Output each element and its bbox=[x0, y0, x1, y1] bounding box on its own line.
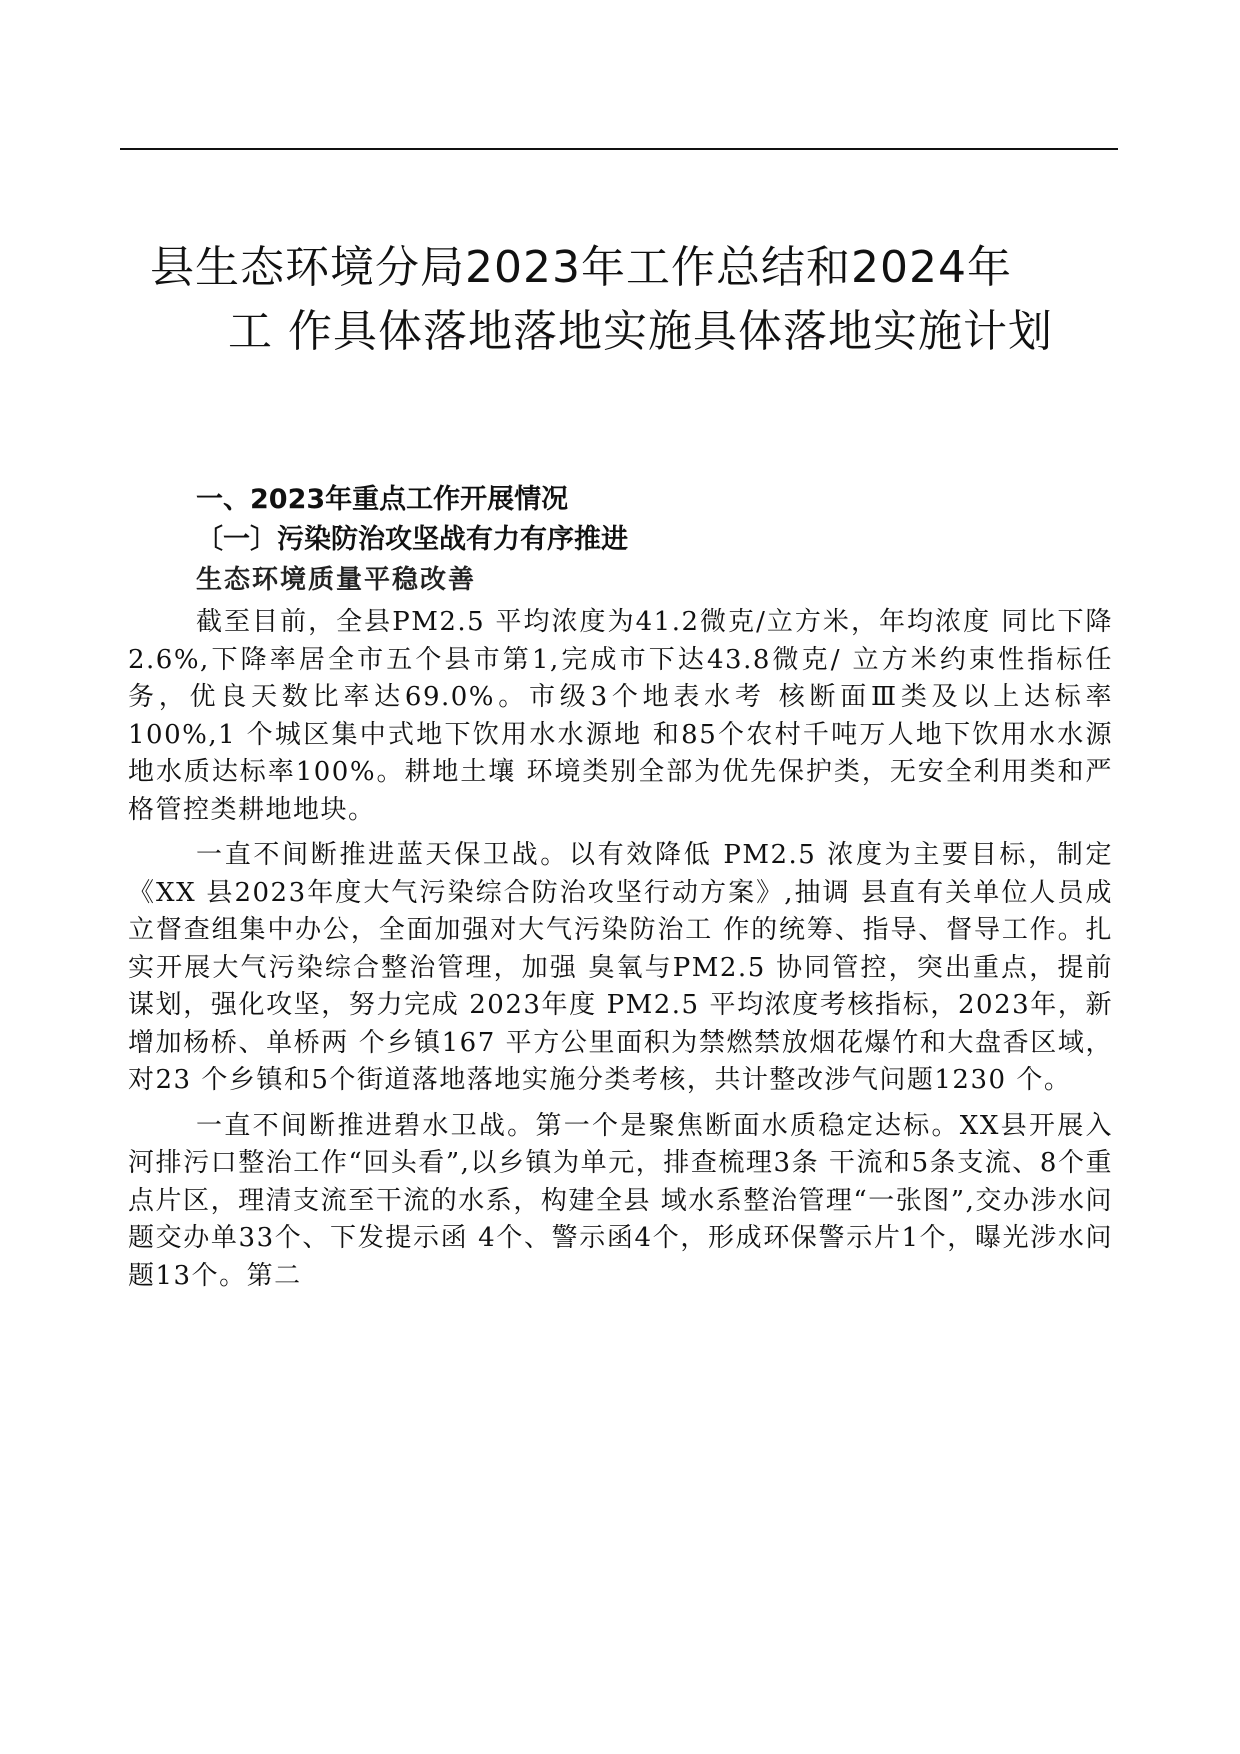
paragraph-clear-water: 一直不间断推进碧水卫战。第一个是聚焦断面水质稳定达标。XX县开展入河排污口整治工作“回头看”,以乡镇为单元，排查梳理3条 干流和5条支流、8个重点片区，理清支流至干流的水系，构建全县 域水系整治管理“一张图”,交办涉水问题交办单33个、下发提示函 4个、警示函4个，形成环保警示片1个，曝光涉水问题13个。第二 bbox=[128, 1110, 1113, 1291]
header-rule bbox=[120, 148, 1118, 150]
document-title bbox=[0, 236, 1240, 364]
subsubsection-heading: 生态环境质量平稳改善 bbox=[196, 565, 477, 595]
title-line-2: 工 作具体落地落地实施具体落地实施计划 bbox=[228, 306, 1053, 357]
paragraph-air-quality: 截至目前，全县PM2.5 平均浓度为41.2微克/立方米，年均浓度 同比下降2.6%,下降率居全市五个县市第1,完成市下达43.8微克/ 立方米约束性指标任务，优良天数比率达69.0%。市级3个地表水考 核断面Ⅲ类及以上达标率100%,1 个城区集中式地下饮用水水源地 和85个农村千吨万人地下饮用水水源地水质达标率100%。耕地土壤 环境类别全部为优先保护类，无安全利用类和严格管控类耕地地块。 bbox=[128, 607, 1113, 825]
section-heading: 一、2023年重点工作开展情况 bbox=[196, 484, 569, 515]
subsection-heading: 〔一〕污染防治攻坚战有力有序推进 bbox=[196, 524, 628, 555]
paragraph-blue-sky: 一直不间断推进蓝天保卫战。以有效降低 PM2.5 浓度为主要目标，制定《XX 县2023年度大气污染综合防治攻坚行动方案》,抽调 县直有关单位人员成立督查组集中办公，全面加强对大气污染防治工 作的统筹、指导、督导工作。扎实开展大气污染综合整治管理，加强 臭氧与PM2.5 协同管控，突出重点，提前谋划，强化攻坚，努力完成 2023年度 PM2.5 平均浓度考核指标，2023年，新增加杨桥、单桥两 个乡镇167 平方公里面积为禁燃禁放烟花爆竹和大盘香区域，对23 个乡镇和5个街道落地落地实施分类考核，共计整改涉气问题1230 个。 bbox=[128, 840, 1113, 1095]
title-line-1: 县生态环境分局2023年工作总结和2024年 bbox=[150, 242, 1012, 293]
document-body bbox=[128, 480, 1113, 1303]
